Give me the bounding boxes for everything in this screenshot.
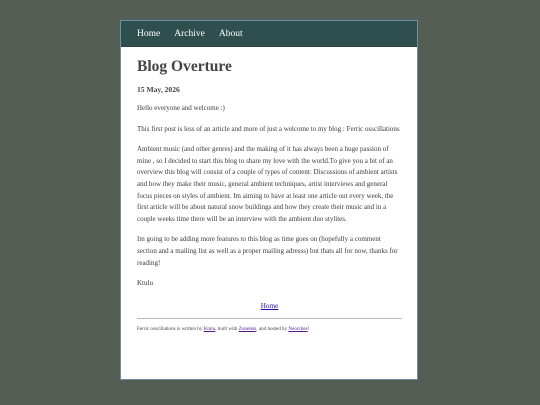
footer-tool-link[interactable]: Zonelets bbox=[238, 325, 257, 332]
nav-home-link[interactable]: Home bbox=[137, 28, 161, 39]
post-paragraph-plans: Im going to be adding more features to this blog as time goes on (hopefully a comment section and a mailing list as well as a proper mailing adresss) but thats all for now, thanks for reading! bbox=[137, 235, 398, 267]
post-paragraph-intro: This first post is less of an article and more of just a welcome to my blog : Ferric osscillations bbox=[137, 124, 400, 133]
home-link-container bbox=[137, 302, 402, 310]
footer-text-suffix: ! bbox=[307, 325, 310, 332]
post-paragraph-greeting: Hello everyone and welcome :) bbox=[137, 104, 225, 112]
footer-host-link[interactable]: Neocities bbox=[288, 325, 308, 332]
post-title: Blog Overture bbox=[137, 58, 232, 75]
nav-about-link[interactable]: About bbox=[218, 28, 243, 39]
footer-divider bbox=[137, 318, 402, 319]
post-signature: Ktulu bbox=[137, 279, 153, 288]
nav-archive-link[interactable]: Archive bbox=[174, 28, 205, 39]
post-card bbox=[120, 20, 418, 380]
footer-text-prefix: Ferric osscillations is written by bbox=[137, 325, 204, 332]
footer bbox=[137, 326, 402, 332]
post-content bbox=[121, 58, 417, 332]
top-nav bbox=[121, 21, 417, 47]
footer-author-link[interactable]: Ktulu bbox=[203, 325, 216, 332]
footer-text-mid1: , built with bbox=[215, 325, 239, 332]
home-link[interactable]: Home bbox=[260, 301, 279, 310]
post-paragraph-overview: Ambient music (and other genres) and the making of it has always been a huge passion of mine , so I decided to start this blog to share my love with the world.To give you a bit of an overview this blog will consist of a couple of types of content: Discussions of ambient artists and how they make their music, general ambient techniques, artist interviews and general focus pieces on styles of ambient. Im aiming to have at least one article out every week, the first article will be about natural snow buildings and how they create their music and in a couple weeks time there will be an interview with the ambient duo stylites. bbox=[137, 145, 398, 223]
footer-text-mid2: , and hosted by bbox=[256, 325, 289, 332]
post-date: 15 May, 2026 bbox=[137, 85, 180, 94]
